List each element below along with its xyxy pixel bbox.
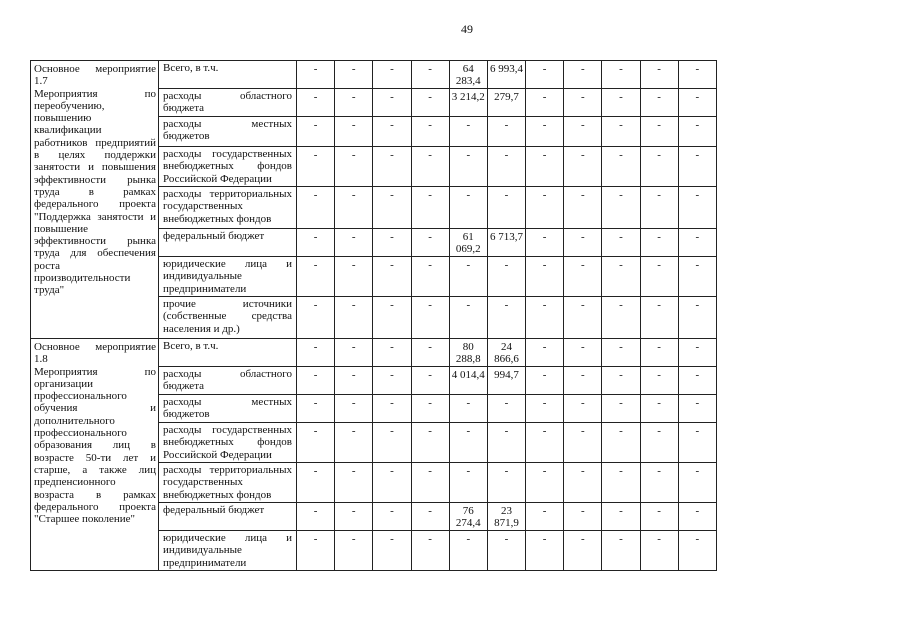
value-cell: - (526, 187, 564, 229)
funding-source-cell: прочие источники (собственные средства населения и др.) (159, 297, 297, 339)
value-cell: - (640, 187, 678, 229)
value-cell: - (335, 423, 373, 463)
value-cell: - (640, 367, 678, 395)
value-cell: - (526, 117, 564, 147)
value-cell: 6 713,7 (487, 229, 525, 257)
value-cell: - (487, 531, 525, 571)
value-cell: - (564, 423, 602, 463)
funding-table (30, 60, 717, 571)
value-cell: - (411, 297, 449, 339)
value-cell: - (335, 61, 373, 89)
value-cell: - (640, 117, 678, 147)
value-cell: - (602, 395, 640, 423)
value-cell: - (487, 187, 525, 229)
value-cell: - (449, 147, 487, 187)
value-cell: - (411, 61, 449, 89)
funding-source-cell: юридические лица и индивидуальные предприниматели (159, 531, 297, 571)
value-cell: 64 283,4 (449, 61, 487, 89)
value-cell: - (449, 395, 487, 423)
value-cell: - (373, 89, 411, 117)
measure-description: Мероприятия по организации профессионального обучения и дополнительного профессионального образования лиц в возрасте 50-ти лет и старше, а также лиц предпенсионного возраста в рамках федерального проекта "Старшее поколение" (34, 365, 156, 526)
value-cell: 3 214,2 (449, 89, 487, 117)
value-cell: - (335, 395, 373, 423)
value-cell: - (678, 297, 716, 339)
value-cell: - (411, 89, 449, 117)
value-cell: - (564, 61, 602, 89)
value-cell: - (564, 367, 602, 395)
value-cell: - (602, 257, 640, 297)
value-cell: 6 993,4 (487, 61, 525, 89)
value-cell: - (487, 147, 525, 187)
funding-source-cell: расходы территориальных государственных внебюджетных фондов (159, 463, 297, 503)
funding-source-cell: федеральный бюджет (159, 503, 297, 531)
value-cell: - (602, 339, 640, 367)
value-cell: - (449, 463, 487, 503)
value-cell: - (373, 503, 411, 531)
value-cell: - (678, 423, 716, 463)
funding-source-cell: расходы территориальных государственных внебюджетных фондов (159, 187, 297, 229)
value-cell: - (640, 395, 678, 423)
value-cell: - (335, 257, 373, 297)
value-cell: - (411, 503, 449, 531)
value-cell: - (678, 339, 716, 367)
value-cell: - (373, 117, 411, 147)
value-cell: - (602, 531, 640, 571)
funding-source-cell: расходы местных бюджетов (159, 395, 297, 423)
value-cell: - (602, 297, 640, 339)
value-cell: - (297, 257, 335, 297)
value-cell: - (297, 61, 335, 89)
value-cell: - (449, 187, 487, 229)
value-cell: - (373, 339, 411, 367)
value-cell: - (411, 463, 449, 503)
value-cell: - (297, 147, 335, 187)
value-cell: - (602, 367, 640, 395)
funding-source-cell: федеральный бюджет (159, 229, 297, 257)
funding-source-cell: Всего, в т.ч. (159, 339, 297, 367)
value-cell: - (449, 423, 487, 463)
value-cell: - (373, 367, 411, 395)
value-cell: - (297, 89, 335, 117)
value-cell: - (487, 257, 525, 297)
value-cell: - (373, 395, 411, 423)
value-cell: - (526, 531, 564, 571)
value-cell: - (678, 229, 716, 257)
value-cell: - (526, 147, 564, 187)
funding-source-cell: Всего, в т.ч. (159, 61, 297, 89)
value-cell: - (373, 61, 411, 89)
value-cell: - (449, 297, 487, 339)
value-cell: - (297, 339, 335, 367)
value-cell: - (373, 187, 411, 229)
value-cell: - (335, 89, 373, 117)
value-cell: - (449, 257, 487, 297)
value-cell: - (602, 229, 640, 257)
value-cell: - (526, 257, 564, 297)
value-cell: - (411, 257, 449, 297)
value-cell: 61 069,2 (449, 229, 487, 257)
value-cell: 24 866,6 (487, 339, 525, 367)
value-cell: - (678, 117, 716, 147)
value-cell: - (487, 423, 525, 463)
value-cell: 80 288,8 (449, 339, 487, 367)
funding-source-cell: расходы областного бюджета (159, 89, 297, 117)
value-cell: - (335, 503, 373, 531)
value-cell: - (487, 463, 525, 503)
value-cell: - (526, 229, 564, 257)
value-cell: - (411, 117, 449, 147)
value-cell: - (602, 61, 640, 89)
value-cell: - (602, 117, 640, 147)
value-cell: 279,7 (487, 89, 525, 117)
value-cell: - (526, 61, 564, 89)
value-cell: - (564, 147, 602, 187)
value-cell: - (411, 147, 449, 187)
measure-description: Мероприятия по переобучению, повышению квалификации работников предприятий в целях поддержки занятости и повышения эффективности рынка труда в рамках федерального проекта "Поддержка занятости и повышение эффективности рынка труда для обеспечения роста производительности труда" (34, 87, 156, 297)
value-cell: - (564, 117, 602, 147)
value-cell: - (297, 367, 335, 395)
value-cell: - (564, 395, 602, 423)
table-row (31, 339, 717, 367)
value-cell: - (640, 257, 678, 297)
value-cell: 4 014,4 (449, 367, 487, 395)
value-cell: - (602, 147, 640, 187)
value-cell: - (640, 463, 678, 503)
value-cell: - (526, 367, 564, 395)
funding-table-body (31, 61, 717, 571)
value-cell: - (564, 229, 602, 257)
value-cell: - (373, 147, 411, 187)
value-cell: - (678, 61, 716, 89)
value-cell: - (640, 147, 678, 187)
value-cell: - (602, 423, 640, 463)
value-cell: - (335, 463, 373, 503)
value-cell: - (640, 531, 678, 571)
value-cell: 23 871,9 (487, 503, 525, 531)
value-cell: - (640, 297, 678, 339)
value-cell: - (335, 147, 373, 187)
value-cell: - (602, 187, 640, 229)
value-cell: - (564, 463, 602, 503)
value-cell: - (335, 297, 373, 339)
value-cell: - (373, 257, 411, 297)
funding-source-cell: расходы областного бюджета (159, 367, 297, 395)
measure-title: Основное мероприятие 1.8 (34, 341, 156, 366)
value-cell: - (411, 395, 449, 423)
funding-source-cell: расходы государственных внебюджетных фондов Российской Федерации (159, 423, 297, 463)
value-cell: - (297, 423, 335, 463)
value-cell: - (678, 503, 716, 531)
value-cell: - (335, 229, 373, 257)
value-cell: - (373, 297, 411, 339)
value-cell: - (526, 395, 564, 423)
value-cell: - (678, 395, 716, 423)
value-cell: 76 274,4 (449, 503, 487, 531)
measure-cell (31, 339, 159, 571)
value-cell: - (678, 257, 716, 297)
value-cell: - (526, 89, 564, 117)
value-cell: - (373, 229, 411, 257)
value-cell: - (678, 187, 716, 229)
value-cell: - (411, 187, 449, 229)
value-cell: - (640, 423, 678, 463)
funding-source-cell: юридические лица и индивидуальные предприниматели (159, 257, 297, 297)
value-cell: - (297, 503, 335, 531)
value-cell: - (640, 229, 678, 257)
value-cell: - (678, 89, 716, 117)
value-cell: - (564, 187, 602, 229)
funding-source-cell: расходы государственных внебюджетных фондов Российской Федерации (159, 147, 297, 187)
value-cell: - (335, 117, 373, 147)
value-cell: - (640, 339, 678, 367)
page-number: 49 (461, 22, 473, 36)
value-cell: - (335, 367, 373, 395)
value-cell: - (297, 187, 335, 229)
value-cell: - (526, 297, 564, 339)
value-cell: - (564, 297, 602, 339)
value-cell: - (564, 503, 602, 531)
value-cell: - (640, 503, 678, 531)
measure-cell (31, 61, 159, 339)
value-cell: - (449, 531, 487, 571)
value-cell: - (526, 463, 564, 503)
value-cell: - (487, 117, 525, 147)
value-cell: - (564, 531, 602, 571)
value-cell: - (487, 297, 525, 339)
value-cell: 994,7 (487, 367, 525, 395)
value-cell: - (335, 339, 373, 367)
value-cell: - (602, 463, 640, 503)
value-cell: - (373, 463, 411, 503)
funding-source-cell: расходы местных бюджетов (159, 117, 297, 147)
value-cell: - (564, 339, 602, 367)
value-cell: - (678, 147, 716, 187)
value-cell: - (602, 89, 640, 117)
measure-title: Основное мероприятие 1.7 (34, 63, 156, 88)
value-cell: - (297, 297, 335, 339)
value-cell: - (640, 89, 678, 117)
value-cell: - (411, 367, 449, 395)
value-cell: - (449, 117, 487, 147)
value-cell: - (640, 61, 678, 89)
value-cell: - (526, 503, 564, 531)
value-cell: - (297, 531, 335, 571)
value-cell: - (297, 395, 335, 423)
value-cell: - (411, 339, 449, 367)
value-cell: - (678, 367, 716, 395)
value-cell: - (678, 531, 716, 571)
value-cell: - (564, 257, 602, 297)
value-cell: - (297, 463, 335, 503)
value-cell: - (335, 187, 373, 229)
value-cell: - (297, 229, 335, 257)
value-cell: - (411, 531, 449, 571)
table-row (31, 61, 717, 89)
value-cell: - (335, 531, 373, 571)
value-cell: - (487, 395, 525, 423)
value-cell: - (373, 531, 411, 571)
value-cell: - (602, 503, 640, 531)
value-cell: - (526, 423, 564, 463)
value-cell: - (564, 89, 602, 117)
value-cell: - (297, 117, 335, 147)
value-cell: - (678, 463, 716, 503)
value-cell: - (411, 229, 449, 257)
value-cell: - (526, 339, 564, 367)
value-cell: - (411, 423, 449, 463)
value-cell: - (373, 423, 411, 463)
